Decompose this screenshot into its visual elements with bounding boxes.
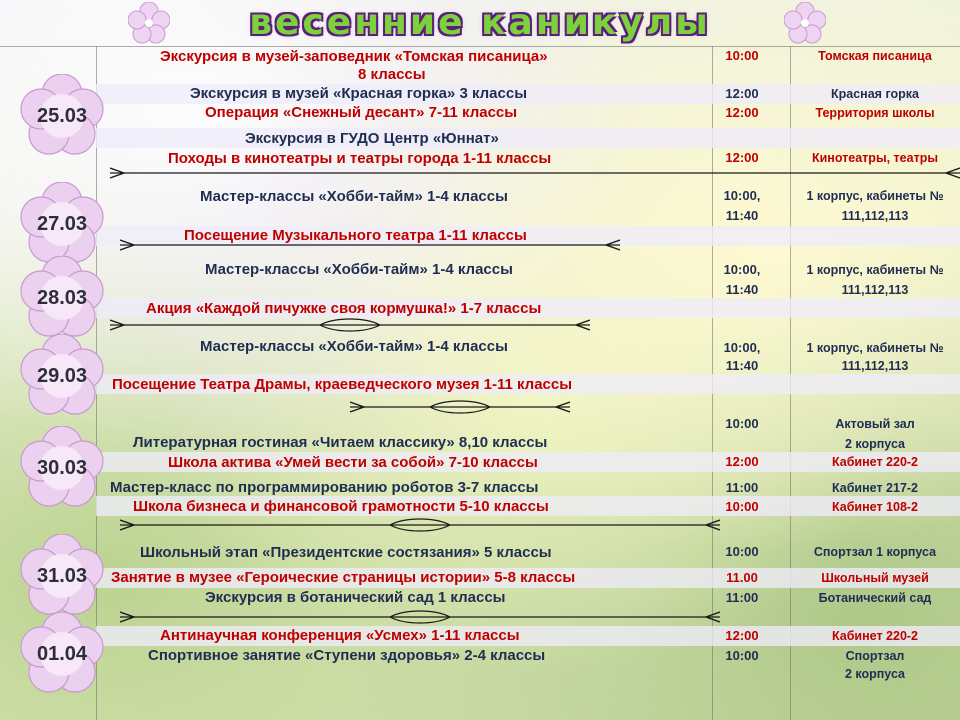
event-place: Спортзал 1 корпуса xyxy=(813,545,937,559)
ornament-divider xyxy=(120,518,720,532)
event-time: 12:00 xyxy=(725,86,759,101)
date-badge xyxy=(20,612,104,696)
event-place: Кабинет 108-2 xyxy=(831,500,919,514)
event-place: Ботанический сад xyxy=(818,591,932,605)
event-title: Мастер-классы «Хобби-тайм» 1-4 классы xyxy=(200,338,508,355)
date-label: 29.03 xyxy=(36,365,88,387)
event-title: Мастер-класс по программированию роботов 3-7 классы xyxy=(110,479,539,496)
event-title: Акция «Каждой пичужке своя кормушка!» 1-7 классы xyxy=(146,300,542,317)
date-badge xyxy=(20,426,104,510)
event-time: 12:00 xyxy=(725,150,759,165)
event-place: Томская писаница xyxy=(818,49,932,63)
event-title: Экскурсия в ГУДО Центр «Юннат» xyxy=(245,130,499,147)
event-place: Кинотеатры, театры xyxy=(811,151,939,165)
ornament-divider xyxy=(350,400,570,414)
event-place: 1 корпус, кабинеты № xyxy=(806,263,944,277)
event-place: Кабинет 217-2 xyxy=(831,481,919,495)
event-time: 10:00 xyxy=(725,544,759,559)
event-title: Мастер-классы «Хобби-тайм» 1-4 классы xyxy=(205,261,513,278)
event-title: Экскурсия в музей «Красная горка» 3 классы xyxy=(190,85,528,102)
event-title: Походы в кинотеатры и театры города 1-11 классы xyxy=(168,150,552,167)
event-title: Школьный этап «Президентские состязания» 5 классы xyxy=(140,544,552,561)
date-label: 25.03 xyxy=(36,105,88,127)
flower-icon xyxy=(784,2,826,44)
date-label: 27.03 xyxy=(36,213,88,235)
date-badge xyxy=(20,74,104,158)
event-place-cont: 2 корпуса xyxy=(844,667,906,681)
event-place-cont: 2 корпуса xyxy=(844,437,906,451)
event-time: 10:00 xyxy=(725,499,759,514)
event-place: Красная горка xyxy=(831,87,919,101)
event-place: 1 корпус, кабинеты № xyxy=(806,341,944,355)
event-title: Операция «Снежный десант» 7-11 классы xyxy=(205,104,518,121)
event-time: 10:00 xyxy=(725,416,759,431)
ornament-divider xyxy=(110,166,960,180)
event-title: Антинаучная конференция «Усмех» 1-11 классы xyxy=(160,627,520,644)
event-place-cont: 111,112,113 xyxy=(841,359,909,373)
event-place-cont: 111,112,113 xyxy=(841,209,909,223)
event-place: 1 корпус, кабинеты № xyxy=(806,189,944,203)
date-label: 01.04 xyxy=(36,643,88,665)
event-title: Посещение Театра Драмы, краеведческого музея 1-11 классы xyxy=(112,376,573,393)
event-time: 10:00, xyxy=(723,188,761,203)
date-label: 28.03 xyxy=(36,287,88,309)
event-time-cont: 11:40 xyxy=(725,282,759,297)
event-time: 12:00 xyxy=(725,454,759,469)
event-title: Спортивное занятие «Ступени здоровья» 2-4 классы xyxy=(148,647,546,664)
ornament-divider xyxy=(110,318,590,332)
event-time: 11:00 xyxy=(725,590,759,605)
event-time: 10:00 xyxy=(725,648,759,663)
event-title: Литературная гостиная «Читаем классику» 8,10 классы xyxy=(133,434,548,451)
event-title: Экскурсия в музей-заповедник «Томская писаница» xyxy=(160,48,548,65)
date-badge xyxy=(20,334,104,418)
date-badge xyxy=(20,534,104,618)
event-time: 11:00 xyxy=(725,480,759,495)
header xyxy=(0,0,960,46)
row-band xyxy=(96,128,960,148)
date-badge xyxy=(20,256,104,340)
event-place: Территория школы xyxy=(815,106,935,120)
event-place: Школьный музей xyxy=(821,571,929,585)
event-time: 11.00 xyxy=(726,570,758,585)
event-title: Занятие в музее «Героические страницы истории» 5-8 классы xyxy=(111,569,576,586)
date-badge xyxy=(20,182,104,266)
event-title: Школа актива «Умей вести за собой» 7-10 классы xyxy=(168,454,538,471)
event-place-cont: 111,112,113 xyxy=(841,283,909,297)
event-title: Мастер-классы «Хобби-тайм» 1-4 классы xyxy=(200,188,508,205)
event-time-cont: 11:40 xyxy=(725,208,759,223)
ornament-divider xyxy=(120,610,720,624)
event-time-cont: 11:40 xyxy=(725,358,759,373)
event-place: Кабинет 220-2 xyxy=(831,455,919,469)
event-place: Актовый зал xyxy=(835,417,915,431)
event-time: 12:00 xyxy=(725,628,759,643)
date-label: 30.03 xyxy=(36,457,88,479)
page-title: весенние каникулы xyxy=(249,2,711,43)
event-time: 10:00, xyxy=(723,340,761,355)
event-place: Спортзал xyxy=(845,649,905,663)
event-place: Кабинет 220-2 xyxy=(831,629,919,643)
event-title: Экскурсия в ботанический сад 1 классы xyxy=(205,589,506,606)
flower-icon xyxy=(128,2,170,44)
event-title-cont: 8 классы xyxy=(358,66,426,83)
event-time: 10:00 xyxy=(725,48,759,63)
event-time: 10:00, xyxy=(723,262,761,277)
date-label: 31.03 xyxy=(36,565,88,587)
event-title: Школа бизнеса и финансовой грамотности 5-10 классы xyxy=(133,498,549,515)
event-title: Посещение Музыкального театра 1-11 классы xyxy=(184,227,527,244)
event-time: 12:00 xyxy=(725,105,759,120)
